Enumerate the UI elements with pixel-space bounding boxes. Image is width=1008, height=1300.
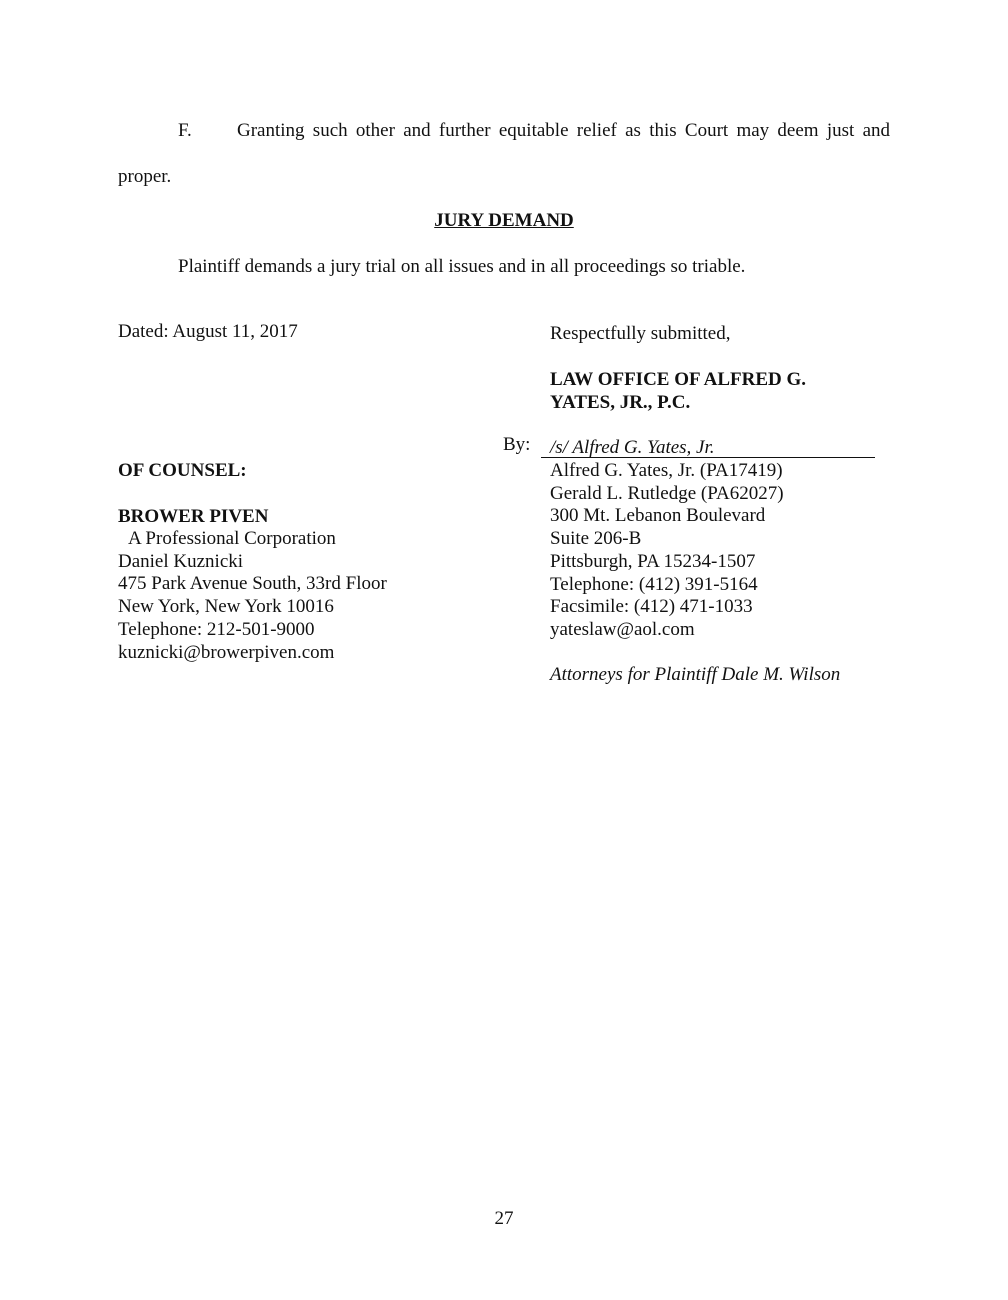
jury-demand-heading-text: JURY DEMAND [434, 210, 574, 231]
counsel-contact-line: A Professional Corporation [128, 528, 336, 549]
of-counsel-label: OF COUNSEL: [118, 460, 247, 481]
attorney-contact-line: Facsimile: (412) 471-1033 [550, 596, 753, 618]
firm-name-line1: LAW OFFICE OF ALFRED G. [550, 369, 806, 390]
attorney-contact-line: Gerald L. Rutledge (PA62027) [550, 482, 784, 504]
by-label: By: [503, 434, 531, 455]
page-number: 27 [494, 1208, 514, 1229]
attorney-contact-block [550, 460, 784, 642]
counsel-contact-line: 475 Park Avenue South, 33rd Floor [118, 573, 387, 595]
attorney-contact-line: Pittsburgh, PA 15234-1507 [550, 550, 756, 572]
attorneys-for-plaintiff: Attorneys for Plaintiff Dale M. Wilson [550, 664, 841, 685]
closing-text: Respectfully submitted, [550, 323, 731, 344]
counsel-contact-block [118, 528, 387, 664]
attorney-contact-line: Telephone: (412) 391-5164 [550, 573, 758, 595]
attorney-contact-line: Suite 206-B [550, 528, 642, 550]
jury-demand-text: Plaintiff demands a jury trial on all issues and in all proceedings so triable. [178, 256, 746, 277]
counsel-email: kuznicki@browerpiven.com [118, 641, 335, 663]
attorney-contact-line: 300 Mt. Lebanon Boulevard [550, 505, 766, 527]
counsel-contact-line: Telephone: 212-501-9000 [118, 618, 315, 640]
dated-line: Dated: August 11, 2017 [118, 321, 298, 342]
signature: /s/ Alfred G. Yates, Jr. [550, 437, 715, 458]
attorney-contact-line: Alfred G. Yates, Jr. (PA17419) [550, 460, 783, 481]
jury-demand-heading [0, 210, 1008, 232]
counsel-firm-name: BROWER PIVEN [118, 506, 269, 527]
relief-item-continuation: proper. [118, 166, 172, 187]
signature-line [541, 457, 875, 458]
counsel-contact-line: New York, New York 10016 [118, 596, 334, 618]
counsel-contact-line: Daniel Kuznicki [118, 550, 244, 572]
firm-name-line2: YATES, JR., P.C. [550, 392, 691, 413]
relief-item-text: Granting such other and further equitable relief as this Court may deem just and [237, 120, 890, 141]
attorney-email: yateslaw@aol.com [550, 618, 695, 640]
relief-item-letter: F. [178, 120, 192, 141]
